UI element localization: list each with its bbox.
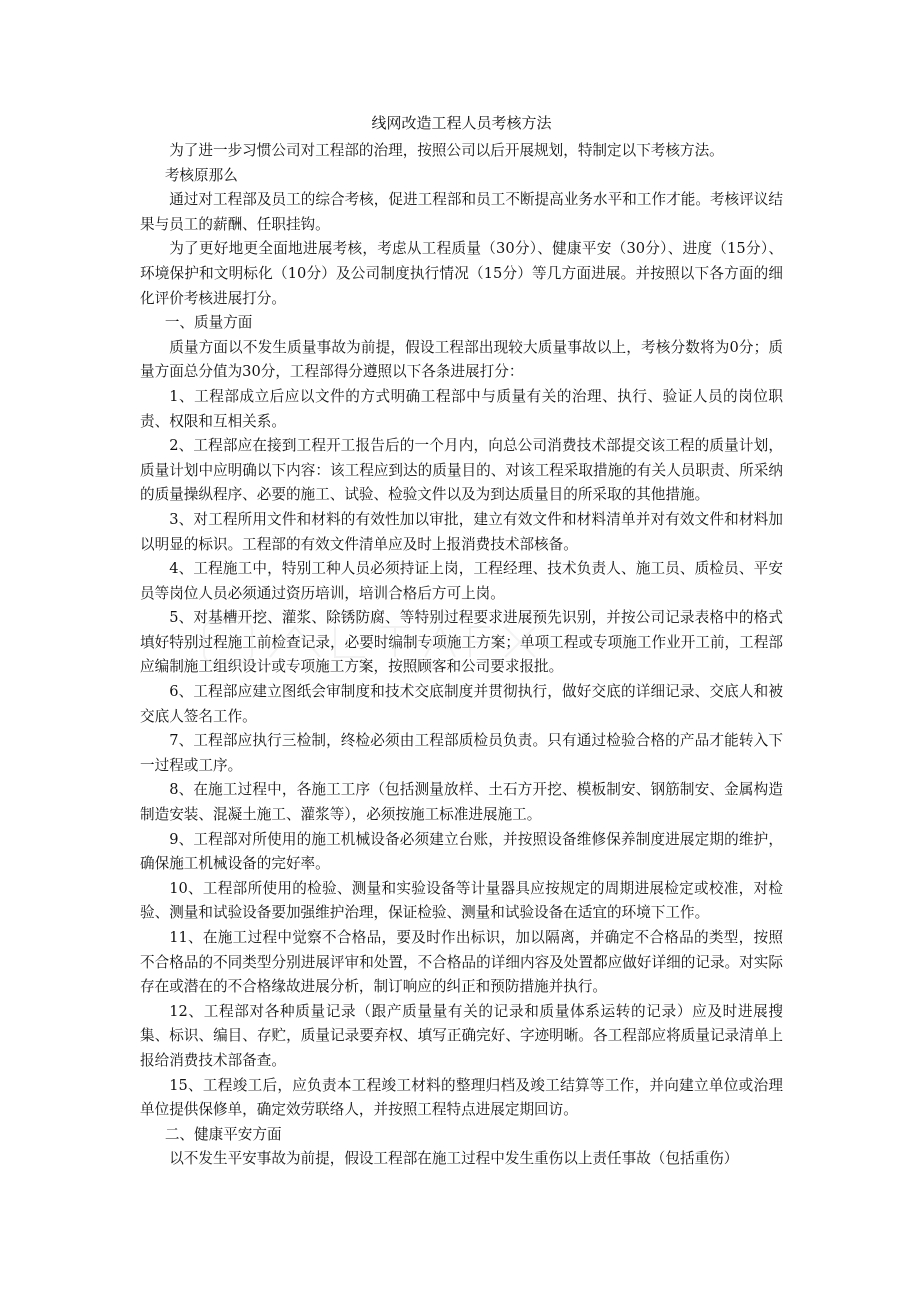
paragraph: 6、工程部应建立图纸会审制度和技术交底制度并贯彻执行，做好交底的详细记录、交底人和被交底人签名工作。 [140,683,783,725]
paragraph: 11、在施工过程中觉察不合格品，要及时作出标识，加以隔离，并确定不合格品的类型，按照不合格品的不同类型分别进展评审和处置，不合格品的详细内容及处置都应做好详细的记录。对实际存在或潜在的不合格缘故进展分析，制订响应的纠正和预防措施并执行。 [140,929,783,996]
document-title: 线网改造工程人员考核方法 [371,114,552,132]
paragraph: 8、在施工过程中，各施工工序（包括测量放样、土石方开挖、模板制安、钢筋制安、金属构造制造安装、混凝土施工、灌浆等），必须按施工标准进展施工。 [140,781,783,824]
paragraph: 2、工程部应在接到工程开工报告后的一个月内，向总公司消费技术部提交该工程的质量计划，质量计划中应明确以下内容：该工程应到达的质量目的、对该工程采取措施的有关人员职责、所采纳的质量操纵程序、必要的施工、试验、检验文件以及为到达质量目的所采取的其他措施。 [140,437,783,504]
paragraph: 质量方面以不发生质量事故为前提，假设工程部出现较大质量事故以上，考核分数将为0分；质量方面总分值为30分，工程部得分遵照以下各条进展打分： [140,338,783,381]
paragraph: 7、工程部应执行三检制，终检必须由工程部质检员负责。只有通过检验合格的产品才能转入下一过程或工序。 [140,732,783,774]
paragraph: 5、对基槽开挖、灌浆、除锈防腐、等特别过程要求进展预先识别，并按公司记录表格中的格式填好特别过程施工前检查记录，必要时编制专项施工方案；单项工程或专项施工作业开工前，工程部应编制施工组织设计或专项施工方案，按照顾客和公司要求报批。 [140,609,783,676]
paragraph: 1、工程部成立后应以文件的方式明确工程部中与质量有关的治理、执行、验证人员的岗位职责、权限和互相关系。 [140,387,783,430]
paragraph: 10、工程部所使用的检验、测量和实验设备等计量器具应按规定的周期进展检定或校准，对检验、测量和试验设备要加强维护治理，保证检验、测量和试验设备在适宜的环境下工作。 [140,879,783,922]
section-heading: 二、健康平安方面 [164,1125,282,1143]
paragraph: 为了更好地更全面地进展考核，考虑从工程质量（30分）、健康平安（30分）、进度（15分）、环境保护和文明标化（10分）及公司制度执行情况（15分）等几方面进展。并按照以下各方面的细化评价考核进展打分。 [140,240,783,307]
paragraph: 3、对工程所用文件和材料的有效性加以审批，建立有效文件和材料清单并对有效文件和材料加以明显的标识。工程部的有效文件清单应及时上报消费技术部核备。 [140,510,783,553]
paragraph: 9、工程部对所使用的施工机械设备必须建立台账，并按照设备维修保养制度进展定期的维护，确保施工机械设备的完好率。 [140,830,783,873]
paragraph: 以不发生平安事故为前提，假设工程部在施工过程中发生重伤以上责任事故（包括重伤） [169,1150,739,1168]
document-body [140,139,783,1172]
section-heading: 一、质量方面 [164,314,253,332]
paragraph: 通过对工程部及员工的综合考核，促进工程部和员工不断提高业务水平和工作才能。考核评议结果与员工的薪酬、任职挂钩。 [140,191,783,233]
paragraph: 为了进一步习惯公司对工程部的治理，按照公司以后开展规划，特制定以下考核方法。 [169,142,724,159]
paragraph: 12、工程部对各种质量记录（跟产质量量有关的记录和质量体系运转的记录）应及时进展搜集、标识、编目、存贮，质量记录要弃权、填写正确完好、字迹明晰。各工程部应将质量记录清单上报给消费技术部备查。 [140,1002,783,1069]
document-page [140,113,783,1172]
section-heading: 考核原那么 [164,166,238,184]
paragraph: 15、工程竣工后，应负责本工程竣工材料的整理归档及竣工结算等工作，并向建立单位或治理单位提供保修单，确定效劳联络人，并按照工程特点进展定期回访。 [140,1076,783,1119]
paragraph: 4、工程施工中，特别工种人员必须持证上岗，工程经理、技术负责人、施工员、质检员、平安员等岗位人员必须通过资历培训，培训合格后方可上岗。 [140,560,783,602]
